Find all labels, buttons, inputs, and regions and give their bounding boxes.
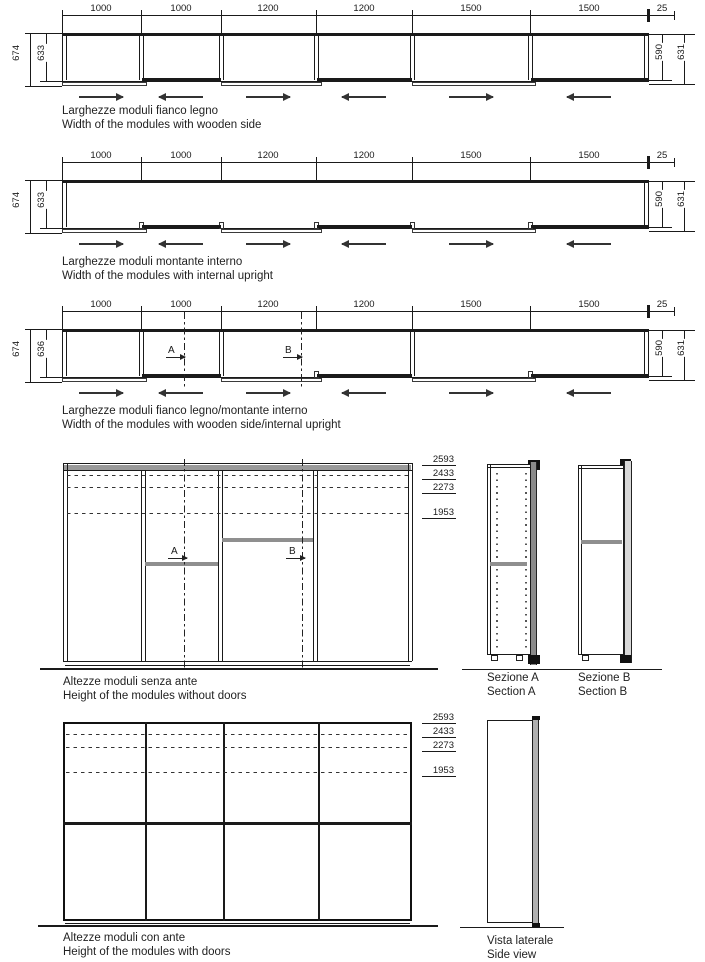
depth-label-inner: 633 [36, 45, 47, 61]
height-ref-line-2433 [67, 475, 408, 476]
depth-label-outer: 674 [11, 341, 22, 357]
section-marker-a: A [171, 546, 178, 557]
slide-direction-arrow-right [79, 392, 123, 394]
height-ref-line-1953 [67, 513, 408, 514]
ext-line [649, 84, 695, 85]
section-cut-line-b [301, 312, 302, 388]
upright [313, 470, 318, 661]
side-panel-line [490, 464, 491, 655]
shelf [145, 562, 218, 566]
width-label: 1000 [90, 299, 112, 310]
front-door-track [412, 378, 536, 382]
door-horizontal-divider [63, 822, 412, 825]
dimension-line [62, 311, 674, 312]
slide-direction-arrow-right [246, 96, 290, 98]
slide-direction-arrow-right [449, 392, 493, 394]
wooden-side-divider [219, 36, 224, 80]
door-panel-section [530, 462, 537, 665]
caption-italian: Larghezze moduli montante interno [62, 256, 243, 268]
width-label: 1000 [90, 3, 112, 14]
side-panel-line [644, 332, 645, 376]
front-door-track [412, 82, 536, 86]
width-label-end: 25 [656, 3, 668, 14]
section-b-title-italian: Sezione B [578, 672, 631, 684]
rear-door-line [142, 225, 221, 228]
plan-wooden-side [0, 0, 705, 140]
depth-label-outer-right: 631 [676, 340, 687, 356]
dim-tick [221, 306, 222, 329]
slide-direction-arrow-right [449, 243, 493, 245]
top-panel-line [578, 468, 624, 469]
dim-tick [316, 306, 317, 329]
ext-line [40, 81, 62, 82]
cabinet-section-outline [578, 465, 624, 655]
wooden-side-divider [219, 332, 224, 376]
height-ref-line-2273 [66, 747, 409, 748]
ext-line [649, 181, 695, 182]
dim-line-674 [30, 33, 31, 86]
slide-direction-arrow-left [159, 243, 203, 245]
height-label: 2593 [432, 454, 454, 465]
track-cap-top [532, 716, 540, 720]
cabinet-plan-outline [62, 329, 649, 378]
dim-line-674 [30, 329, 31, 382]
dim-tick [62, 157, 63, 180]
side-panel-line [644, 183, 645, 227]
wooden-side-divider [139, 36, 144, 80]
dim-tick [412, 10, 413, 33]
front-door-track [221, 378, 322, 382]
height-label-underline [422, 737, 456, 738]
height-label: 2433 [432, 468, 454, 479]
dimension-line [62, 162, 674, 163]
wooden-side-divider [314, 36, 319, 80]
caption-english: Height of the modules with doors [63, 946, 231, 958]
section-marker-b: B [285, 345, 292, 356]
slide-direction-arrow-left [159, 96, 203, 98]
height-ref-line-2273 [67, 487, 408, 488]
width-label: 1500 [460, 299, 482, 310]
section-a-title-italian: Sezione A [487, 672, 539, 684]
height-label: 2593 [432, 712, 454, 723]
side-panel-line [644, 36, 645, 80]
slide-direction-arrow-left [567, 392, 611, 394]
ext-line [649, 376, 672, 377]
ext-line [40, 377, 62, 378]
caption-italian: Altezze moduli con ante [63, 932, 186, 944]
caption-italian: Altezze moduli senza ante [63, 676, 198, 688]
depth-label-outer-right: 631 [676, 44, 687, 60]
slide-direction-arrow-right [246, 243, 290, 245]
wooden-side-divider [410, 36, 415, 80]
door-panel-section [624, 461, 632, 663]
width-label: 1500 [578, 299, 600, 310]
elevation-with-doors [30, 712, 470, 962]
section-marker-a-arrow [168, 558, 187, 559]
floor-line [460, 927, 564, 928]
track-cap-bottom [528, 655, 540, 664]
side-view-title-italian: Vista laterale [487, 935, 554, 947]
top-panel-line [487, 467, 531, 468]
plinth-line [65, 665, 410, 666]
rear-door-line [531, 374, 648, 377]
depth-label-outer: 674 [11, 192, 22, 208]
slide-direction-arrow-left [342, 96, 386, 98]
section-a-title-english: Section A [487, 686, 536, 698]
height-label: 1953 [432, 765, 454, 776]
rear-door-line [142, 78, 221, 81]
section-cut-line-b [302, 459, 303, 668]
dim-tick [530, 157, 531, 180]
wooden-side-divider [528, 36, 533, 80]
wooden-side-divider [410, 332, 415, 376]
dim-tick [530, 306, 531, 329]
width-label: 1200 [257, 299, 279, 310]
rear-door-line [317, 78, 412, 81]
ext-line [25, 233, 62, 234]
width-label: 1200 [353, 299, 375, 310]
ext-line [649, 231, 695, 232]
shelf [222, 538, 313, 542]
width-label: 1500 [460, 150, 482, 161]
slide-direction-arrow-right [79, 96, 123, 98]
height-label-underline [422, 493, 456, 494]
upright [218, 470, 223, 661]
height-label-underline [422, 751, 456, 752]
slide-direction-arrow-left [342, 243, 386, 245]
plinth-line [65, 923, 410, 924]
dim-tick [316, 157, 317, 180]
floor-line [462, 669, 662, 670]
width-label: 1000 [170, 150, 192, 161]
caption-english: Width of the modules with internal upright [62, 270, 273, 282]
right-wall [408, 463, 413, 661]
height-ref-line-2433 [66, 734, 409, 735]
width-label: 1500 [460, 3, 482, 14]
caption-italian: Larghezze moduli fianco legno [62, 105, 218, 117]
caption-english: Width of the modules with wooden side [62, 119, 262, 131]
side-panel-line [66, 332, 67, 376]
slide-direction-arrow-left [159, 392, 203, 394]
width-label: 1000 [170, 299, 192, 310]
height-label: 2273 [432, 740, 454, 751]
width-label-end: 25 [656, 150, 668, 161]
shelf [581, 540, 622, 544]
slide-direction-arrow-right [449, 96, 493, 98]
height-label: 2273 [432, 482, 454, 493]
height-ref-line-1953 [66, 772, 409, 773]
width-label: 1000 [90, 150, 112, 161]
height-label-underline [422, 479, 456, 480]
depth-label-outer: 674 [11, 45, 22, 61]
section-marker-b-arrow [286, 558, 305, 559]
height-label: 1953 [432, 507, 454, 518]
side-panel-line [581, 465, 582, 655]
width-label: 1500 [578, 3, 600, 14]
left-wall [63, 463, 68, 661]
front-door-track [62, 82, 147, 86]
plan-internal-upright [0, 147, 705, 287]
section-marker-b: B [289, 546, 296, 557]
rear-door-line [531, 78, 648, 81]
rear-door-line [531, 225, 648, 228]
base-line [63, 661, 412, 662]
elevation-without-doors [30, 454, 470, 700]
depth-label-inner: 636 [36, 341, 47, 357]
slide-direction-arrow-right [246, 392, 290, 394]
depth-label-inner-right: 590 [654, 44, 665, 60]
door-panel-side [532, 718, 539, 927]
section-marker-a: A [168, 345, 175, 356]
width-label-end: 25 [656, 299, 668, 310]
shelf [490, 562, 527, 566]
ext-line [649, 227, 672, 228]
back-panel-line [62, 329, 649, 332]
side-panel-line [66, 183, 67, 227]
dim-tick [221, 10, 222, 33]
foot [582, 655, 589, 661]
dim-tick [141, 306, 142, 329]
side-view-title-english: Side view [487, 949, 537, 961]
dim-tick [530, 10, 531, 33]
section-b-view [578, 457, 650, 705]
width-label: 1500 [578, 150, 600, 161]
dim-tick [316, 10, 317, 33]
back-panel-line [62, 33, 649, 36]
slide-direction-arrow-left [567, 243, 611, 245]
top-panel-line [63, 470, 412, 471]
width-label: 1000 [170, 3, 192, 14]
dim-tick [141, 157, 142, 180]
section-marker-a-arrow [166, 357, 185, 358]
ext-line [649, 34, 695, 35]
side-panel-outline [487, 720, 533, 923]
dim-tick [141, 10, 142, 33]
rear-door-line [142, 374, 221, 377]
ext-line [649, 80, 672, 81]
front-door-track [62, 229, 147, 233]
dimension-line [62, 15, 674, 16]
depth-label-inner-right: 590 [654, 191, 665, 207]
dim-line-674 [30, 180, 31, 233]
dim-tick [62, 306, 63, 329]
foot [491, 655, 498, 661]
front-door-track [221, 229, 322, 233]
width-label: 1200 [257, 3, 279, 14]
side-panel-line [66, 36, 67, 80]
ext-line [40, 228, 62, 229]
plan-mixed [0, 296, 705, 441]
side-view [487, 716, 577, 962]
dim-tick [412, 306, 413, 329]
foot [516, 655, 523, 661]
rear-door-line [317, 225, 412, 228]
ext-line [25, 382, 62, 383]
height-label-underline [422, 465, 456, 466]
ext-line [649, 380, 695, 381]
section-cut-line-a [184, 459, 185, 668]
wooden-side-divider [139, 332, 144, 376]
front-door-track [221, 82, 322, 86]
top-edge [63, 463, 412, 464]
front-door-track [62, 378, 147, 382]
width-label: 1200 [257, 150, 279, 161]
ext-line [649, 330, 695, 331]
section-b-title-english: Section B [578, 686, 628, 698]
track-cap-bottom [620, 655, 631, 663]
cabinet-plan-outline [62, 33, 649, 82]
rear-door-line [317, 374, 412, 377]
depth-label-outer-right: 631 [676, 191, 687, 207]
section-marker-b-arrow [283, 357, 302, 358]
back-panel-line [62, 180, 649, 183]
ext-line [25, 86, 62, 87]
depth-label-inner: 633 [36, 192, 47, 208]
section-cut-line-a [184, 312, 185, 388]
floor-line [40, 668, 438, 670]
dim-tick [221, 157, 222, 180]
dim-tick [412, 157, 413, 180]
height-label: 2433 [432, 726, 454, 737]
cabinet-plan-outline [62, 180, 649, 229]
floor-line [38, 925, 438, 927]
caption-english: Width of the modules with wooden side/internal upright [62, 419, 341, 431]
height-label-underline [422, 518, 456, 519]
caption-english: Height of the modules without doors [63, 690, 247, 702]
slide-direction-arrow-left [342, 392, 386, 394]
caption-italian: Larghezze moduli fianco legno/montante interno [62, 405, 308, 417]
width-label: 1200 [353, 3, 375, 14]
slide-direction-arrow-left [567, 96, 611, 98]
depth-label-inner-right: 590 [654, 340, 665, 356]
width-label: 1200 [353, 150, 375, 161]
height-label-underline [422, 723, 456, 724]
height-label-underline [422, 776, 456, 777]
slide-direction-arrow-right [79, 243, 123, 245]
front-door-track [412, 229, 536, 233]
dim-tick [62, 10, 63, 33]
